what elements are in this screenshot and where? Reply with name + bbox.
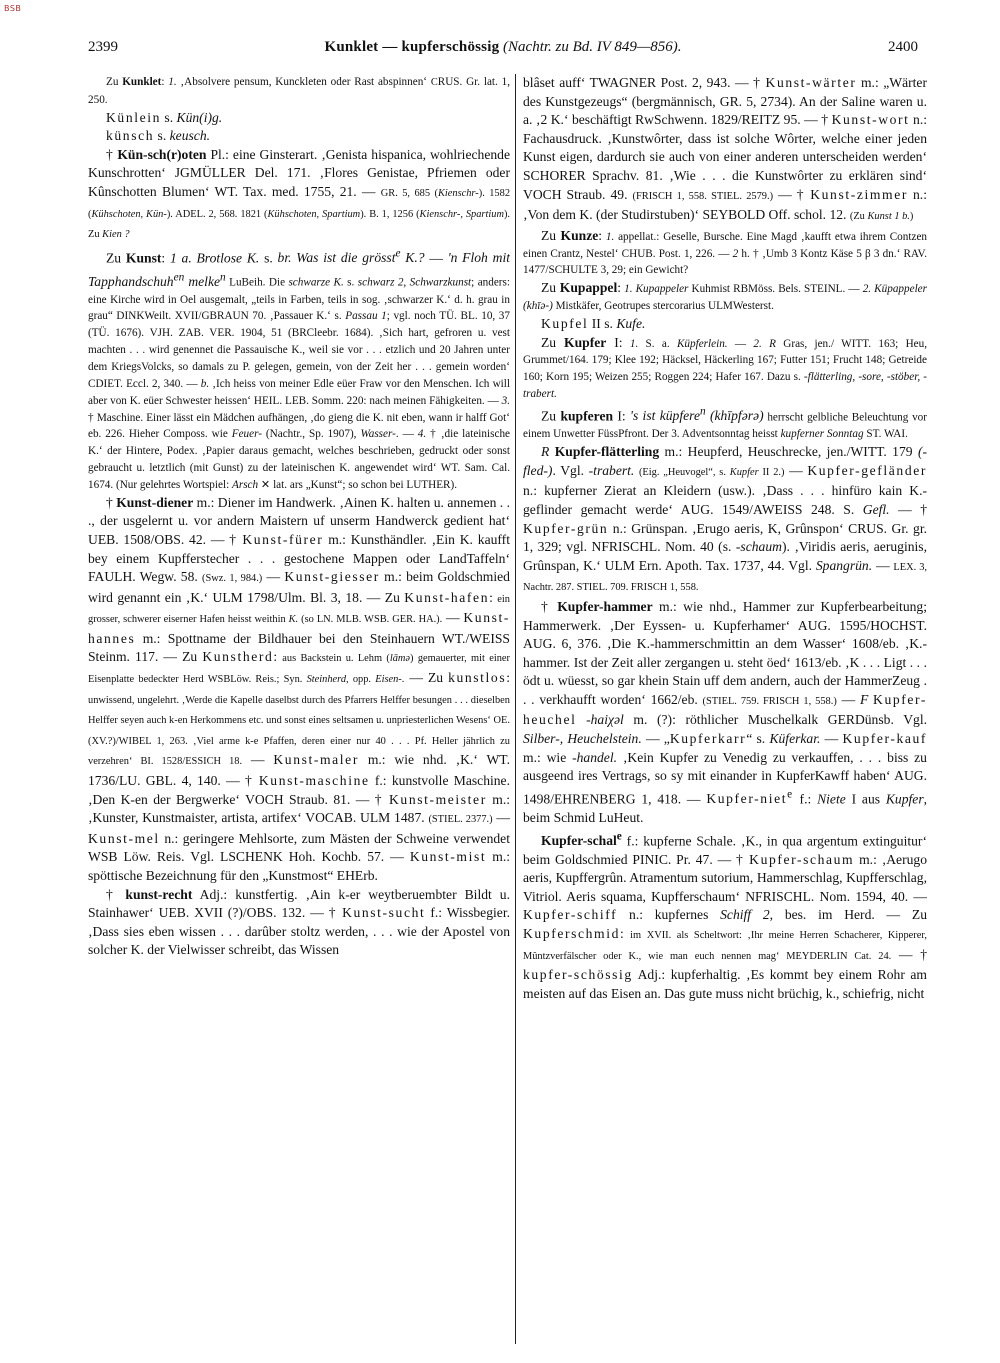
column-number-left: 2399 [88, 38, 118, 55]
dictionary-entry: † Kün-sch(r)oten Pl.: eine Ginsterart. ‚Genista hispanica, wohlriechende Kunschrotten‘ JGMÜLLER Del. 171. ‚Flores Genistae, Pfriemen oder Kûnschotten Blumen‘ WT. Tax. med. 1755, 21. — GR. 5, 685 (Kienschr-). 1582 (Kühschoten, Kün-). ADEL. 2, 568. 1821 (Kühschoten, Spartium). B. 1, 1256 (Kienschr-, Spartium). Zu Kien ? [88, 146, 510, 241]
column-divider [515, 74, 516, 1344]
dictionary-entry: Kupfel II s. Kufe. [541, 315, 646, 331]
dictionary-entry: † Kunst-diener m.: Diener im Handwerk. ‚Ainen K. halten u. annemen . . ., der usgelernt u. vor andern Maistern uf unserm Handwerck gedient hat‘ UEB. 1508/OBS. 42. — † Kunst-fürer m.: Kunsthändler. ‚Ein K. kaufft bey einem Kupfferstecher . . . gestochene Mappen oder LandTaffeln‘ FAULH. Wegw. 58. (Swz. 1, 984.) — Kunst-giesser m.: beim Goldschmied wird genannt ein ‚K.‘ ULM 1798/Ulm. Bl. 3, 18. — Zu Kunst-hafen: ein grosser, schwerer eiserner Hafen heisst weithin K. (so LN. MLB. WSB. GER. HA.). — Kunst-hannes m.: Spottname der Bildhauer bei den Steinhauern WT./WEISS Steinm. 117. — Zu Kunstherd: aus Backstein u. Lehm (lāmə) gemauerter, mit einer Eisenplatte bedeckter Herd WSBLöw. Reis.; Syn. Steinherd, opp. Eisen-. — Zu kunstlos: unwissend, ungelehrt. ‚Werde die Kapelle daselbst durch des Pfarrers Helffer besungen . . . dieselben Helffer seyen auch k-en Herkommens etc. und sonst eines seltsamen u. unpriesterlichen Wesens‘ OE. (XV.?)/WIBEL 1, 263. ‚Viel arme k-e Pfaffen, deren einer nur 40 . . . Pf. Heller jährlich zu verzehren‘ BI. 1528/ESSICH 18. — Kunst-maler m.: wie nhd. ‚K.‘ WT. 1736/LU. GBL. 4, 140. — † Kunst-maschine f.: kunstvolle Maschine. ‚Den K-en der Bergwerke‘ VOCH Straub. 81. — † Kunst-meister m.: ‚Kunster, Kunstmaister, artista, artifex‘ VOCAB. ULM 1487. (STIEL. 2377.) — Kunst-mel n.: geringere Mehlsorte, zum Mästen der Schweine verwendet WSB Löw. Reis. Vgl. LSCHENK Hoh. Kochb. 57. — Kunst-mist m.: spöttische Bezeichnung für den „Kunstmost“ EHErb. [88, 494, 510, 883]
library-stamp: BSB [4, 4, 22, 13]
dictionary-entry: R Kupfer-flätterling m.: Heupferd, Heuschrecke, jen./WITT. 179 (-fled-). Vgl. -trabert. (Eig. „Heuvogel“, s. Kupfer II 2.) — Kupfer-gefländer n.: kupferner Zierat an Kleidern (usw.). ‚Dass . . . hinfüro kain K.-geflinder gemacht werde‘ AUG. 1549/AWEISS 248. S. Gefl. — † Kupfer-grün n.: Grünspan. ‚Erugo aeris, K, Grûnspon‘ CRUS. Gr. gr. 1, 329; vgl. NFRISCHL. Nom. 40 (s. -schaum). ‚Viridis aeris, aeruginis, Grûnspan, K.‘ ULM Ern. Apoth. Tax. 1737, 44. Vgl. Spangrün. — LEX. 3, Nachtr. 287. STIEL. 709. FRISCH 1, 558. [523, 444, 927, 594]
running-title [324, 39, 681, 56]
dictionary-entry: blâset auff‘ TWAGNER Post. 2, 943. — † Kunst-wärter m.: „Wärter des Kunstgezeugs“ (bergmännisch, GR. 5, 2734). An der Saline waren u. a. ‚2 K.‘ beschäftigt RwSchwenn. 1829/REITZ 95. — † Kunst-wort n.: Fachausdruck. ‚Kunstwôrter, dass ist solche Wôrter, welche einer jeden Kunst eigen, dardurch sie auch von einer anderen unterscheiden werden‘ SCHORER Sprachv. 81. ‚Wie . . . die Kunstwôrter zu erklären sind‘ VOCH Straub. 49. (FRISCH 1, 558. STIEL. 2579.) — † Kunst-zimmer n.: ‚Von dem K. (der Studirstuben)‘ SEYBOLD Off. schol. 12. (Zu Kunst 1 b.) [523, 75, 927, 223]
dictionary-entry: Zu Kupfer I: 1. S. a. Küpferlein. — 2. R Gras, jen./ WITT. 163; Heu, Grummet/164. 179; Klee 192; Häcksel, Häckerling 167; Futter 151; Frucht 148; Getreide 160; Korn 195; Weizen 255; Roggen 224; Hafer 167. Dazu s. -flätterling, -sore, -stöber, -trabert. [523, 334, 927, 401]
dictionary-entry: Kupfer-schal$^e$ f.: kupferne Schale. ‚K., in qua argentum extinguitur‘ beim Goldschmied PINIC. Pr. 47. — † Kupfer-schaum m.: ‚Aerugo aeris, Kupffergrûn. Atramentum sutorium, Hammerschlag, Kupfferschlag, Vitriol. Aeris squama, Kupfferschaum‘ NFRISCHL. Nom. 1594, 40. — Kupfer-schiff n.: kupfernes Schiff 2, bes. im Herd. — Zu Kupferschmid: im XVII. als Scheltwort: ‚Ihr meine Herren Schacherer, Kipperer, Mûntzverfälscher oder K., wie man euch nennen mag‘ MEYDERLIN Cat. 24. — † kupfer-schössig Adj.: kupferhaltig. ‚Es kommt bey einem Rohr am meisten auf das Eisen an. Das gute muss nicht brüchig, k., schiefrig, nicht [523, 830, 927, 1001]
column-number-right: 2400 [887, 38, 918, 55]
dictionary-entry: Zu kupferen I: 's ist küpfere$^n$ (khīpfərə) herrscht gelbliche Beleuchtung vor einem Unwetter FüssPfront. Der 3. Adventsonntag heisst kupferner Sonntag ST. WAI. [523, 405, 927, 441]
right-column [523, 74, 927, 1344]
running-title-note: (Nachtr. zu Bd. IV 849—856). [503, 38, 682, 55]
dictionary-entry: † Kupfer-hammer m.: wie nhd., Hammer zur Kupferbearbeitung; Hammerwerk. ‚Der Eyssen- u. Kupferhamer‘ AUG. 1595/HOCHST. AUG. 6, 376. ‚Die K.-hammerschmittin an dem Wasser‘ 1608/eb. ‚K.-hammer. Ist der Zeit aller zergangen u. steht öed‘ 1613/eb. ‚K . . . Ligt . . . ödt u. wüesst, so gar khein Stain uff dem andern, auch der HammerZeug . . . verkhaufft worden‘ 1662/eb. (STIEL. 759. FRISCH 1, 558.) — F Kupfer-heuchel -haiχəl m. (?): röthlicher Muschelkalk GERDünsb. Vgl. Silber-, Heuchelstein. — „Kupferkarr“ s. Küferkar. — Kupfer-kauf m.: wie -handel. ‚Kein Kupfer zu Venedig zu verkauffen, . . . biss zu ausgeend ires Vertrags, so sy mit einander in KupferKawff haben‘ AUG. 1498/EHRENBERG 1, 418. — Kupfer-niet$^e$ f.: Niete I aus Kupfer, beim Schmid LuHeut. [523, 598, 927, 825]
left-column [88, 74, 510, 1344]
running-title-words: Kunklet — kupferschössig [324, 38, 500, 55]
dictionary-entry: Zu Kunklet: 1. ‚Absolvere pensum, Kunckleten oder Rast abspinnen‘ CRUS. Gr. lat. 1, 250. [88, 76, 510, 106]
dictionary-entry: Zu Kunze: 1. appellat.: Geselle, Bursche. Eine Magd ‚kaufft etwa ihrem Contzen einen Crantz, Nestel‘ CHUB. Post. 1, 226. — 2 h. † ‚Umb 3 Kontz Käse 5 β 3 dn.‘ RAV. 1477/SCHULTE 3, 29; ein Gewicht? [523, 227, 927, 277]
dictionary-entry: † kunst-recht Adj.: kunstfertig. ‚Ain k-er weytberuembter Bildt u. Stainhawer‘ UEB. XVII (?)/OBS. 132. — † Kunst-sucht f.: Wissbegier. ‚Dass sies eben wissen . . . darûber stoltz werden, . . . wie der Apostel von solcher K. der Vielwisser schreibt, das Wissen [88, 886, 510, 958]
dictionary-entry: Zu Kupappel: 1. Kupappeler Kuhmist RBMöss. Bels. STEINL. — 2. Küpappeler (khīə-) Mistkäfer, Geotrupes stercorarius ULMWesterst. [523, 280, 927, 313]
page-header [88, 36, 918, 58]
dictionary-entry: Künlein s. Kün(i)g. [106, 109, 223, 125]
dictionary-entry: Zu Kunst: 1 a. Brotlose K. s. br. Was ist die grösst$^e$ K.? — 'n Floh mit Tapphandschuh$^{en}$ melke$^n$ LuBeih. Die schwarze K. s. schwarz 2, Schwarzkunst; anders: eine Kirche wird in Oel ausgemalt, „teils in Farben, teils in sog. ‚schwarzer K.‘ d. h. grau in grau“ DINKWeilt. XVII/GBRAUN 70. ‚Passauer K.‘ s. Passau 1; vgl. noch TÜ. BL. 10, 37 (TÜ. 1676). VJH. ZAB. VER. 1904, 51 (BRCleebr. 1684). ‚Sich hart, gefroren u. vest machten . . . wird genennet die Passauische K., weil sie vor . . . etzlich und 20 Jahren unter dem KriegsVolcks, so damals zu P. gelegen, gemein, von der Zeit her . . . gemein worden‘ CDIET. Eccl. 2, 340. — b. ‚Ich heiss von meiner Edle eüer Fraw vor den Menschen. Ich will aber von K. eüer Schwester heissen‘ HEIL. LEB. Somm. 220: nach meinen Fähigkeiten. — 3. † Maschine. Einer lässt ein Mädchen aufhängen, ‚do gieng die K. nit eben, wann ir halff Got‘ eb. 226. Hieher Composs. wie Feuer- (Nachtr., Sp. 1907), Wasser-. — 4. † ‚die lateinische K.‘ der Hintere, Podex. ‚Papier daraus gemacht, welches beschrieben, gedruckt oder sonst gebraucht u. letztlich (mit Gunst) zu der lateinischen K. angewendet wird‘ WT. Sam. Cal. 1674. (Nur gelehrtes Wortspiel: Arsch ✕ lat. ars „Kunst“; so schon bei LUTHER). [88, 247, 510, 491]
dictionary-entry: künsch s. keusch. [106, 128, 211, 144]
